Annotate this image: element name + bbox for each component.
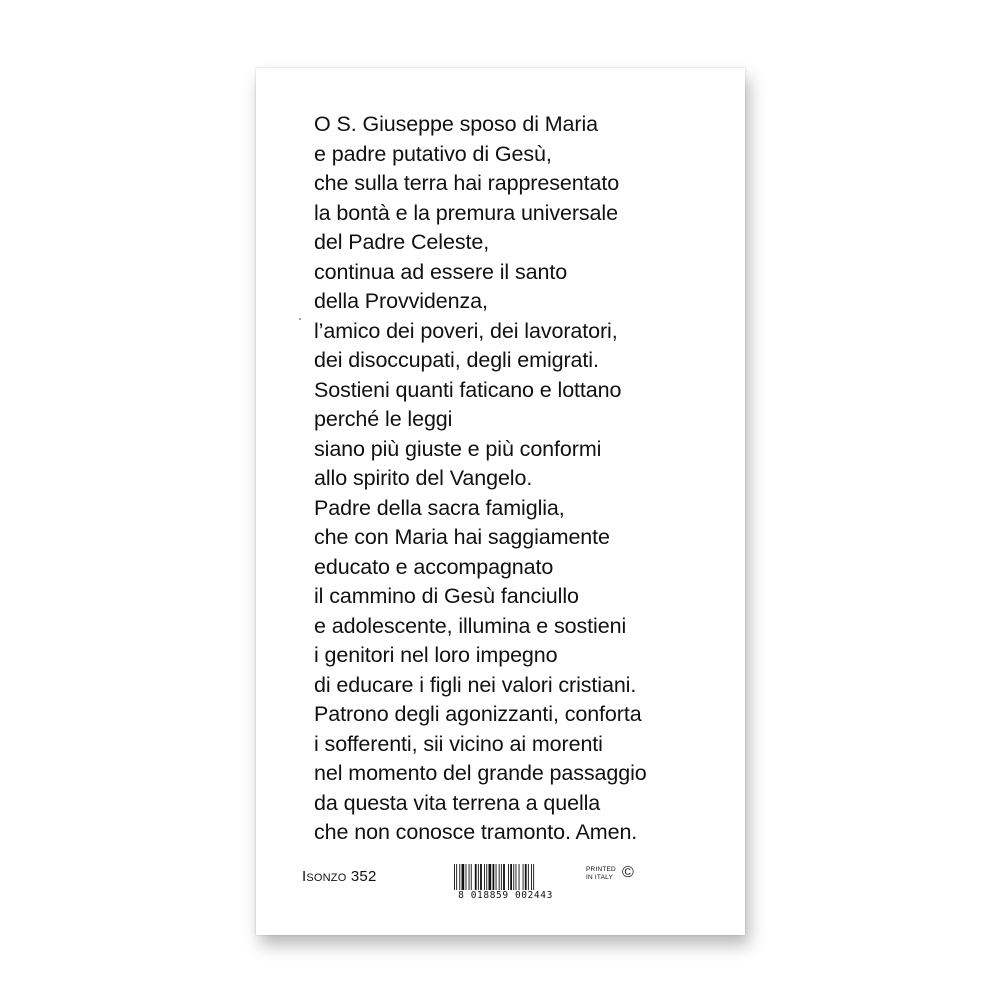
barcode-bar	[528, 864, 529, 892]
prayer-line: nel momento del grande passaggio	[314, 761, 647, 785]
barcode-bar	[501, 864, 502, 892]
barcode-bar	[469, 864, 470, 892]
barcode-bar	[525, 864, 527, 892]
prayer-line: Padre della sacra famiglia,	[314, 495, 565, 520]
printed-line-1: PRINTED	[586, 866, 616, 873]
barcode-bar	[508, 864, 509, 892]
prayer-line: dei disoccupati, degli emigrati.	[314, 348, 599, 372]
prayer-line: della Provvidenza,	[314, 289, 488, 313]
prayer-line: Sostieni quanti faticano e lottano	[314, 377, 622, 402]
barcode-bar	[471, 864, 472, 892]
prayer-card	[256, 68, 745, 935]
publisher-initial: I	[302, 868, 307, 885]
barcode-bar	[480, 864, 482, 892]
paper-speck	[299, 318, 301, 320]
publisher-name: SONZO	[306, 872, 347, 884]
prayer-line: che sulla terra hai rappresentato	[314, 171, 620, 195]
barcode-bar	[499, 864, 500, 892]
prayer-line: Patrono degli agonizzanti, conforta	[314, 702, 642, 726]
copyright-icon: ©	[622, 864, 634, 881]
prayer-line: O S. Giuseppe sposo di Maria	[314, 112, 599, 136]
prayer-line: e padre putativo di Gesù,	[314, 141, 552, 166]
publisher-code	[302, 868, 377, 885]
barcode-bar	[533, 864, 534, 892]
barcode-bar	[475, 864, 477, 892]
prayer-line: da questa vita terrena a quella	[314, 790, 601, 815]
prayer-line: che non conosce tramonto. Amen.	[314, 820, 638, 844]
barcode-bar	[523, 864, 524, 892]
prayer-line: l’amico dei poveri, dei lavoratori,	[314, 318, 618, 343]
barcode-bar	[516, 864, 517, 892]
barcode-bar	[478, 864, 479, 892]
barcode-bar	[486, 864, 487, 892]
barcode-bar	[484, 864, 485, 892]
prayer-line: siano più giuste e più conformi	[314, 436, 602, 461]
barcode-bar	[493, 864, 495, 892]
prayer-line: che con Maria hai saggiamente	[314, 525, 610, 549]
prayer-line: allo spirito del Vangelo.	[314, 466, 533, 490]
prayer-text	[314, 110, 734, 848]
barcode-bar	[496, 864, 497, 892]
prayer-line: educato e accompagnato	[314, 554, 554, 579]
prayer-line: di educare i figli nei valori cristiani.	[314, 672, 637, 697]
barcode-bar	[459, 864, 460, 892]
card-footer	[256, 860, 745, 910]
prayer-line: i genitori nel loro impegno	[314, 643, 558, 667]
prayer-line: il cammino di Gesù fanciullo	[314, 584, 579, 608]
barcode-bar	[531, 864, 532, 892]
publisher-number: 352	[350, 868, 377, 885]
prayer-line: continua ad essere il santo	[314, 259, 568, 284]
printed-in-italy	[586, 866, 616, 882]
barcode-bar	[489, 864, 492, 892]
barcode-bar	[510, 864, 512, 892]
barcode-bar	[513, 864, 514, 892]
prayer-line: la bontà e la premura universale	[314, 200, 618, 225]
barcode-bar	[454, 864, 455, 892]
barcode-number: 8 018859 002443	[453, 890, 558, 901]
barcode-bar	[503, 864, 505, 892]
barcode-bar	[466, 864, 467, 892]
barcode-bars	[453, 864, 558, 892]
barcode-bar	[462, 864, 465, 892]
barcode	[453, 864, 558, 906]
barcode-bar	[519, 864, 520, 892]
barcode-bar	[456, 864, 457, 892]
prayer-line: perché le leggi	[314, 407, 453, 431]
printed-line-2: IN ITALY	[586, 874, 614, 881]
prayer-line: i sofferenti, sii vicino ai morenti	[314, 731, 603, 756]
prayer-line: e adolescente, illumina e sostieni	[314, 613, 627, 638]
prayer-line: del Padre Celeste,	[314, 230, 490, 254]
